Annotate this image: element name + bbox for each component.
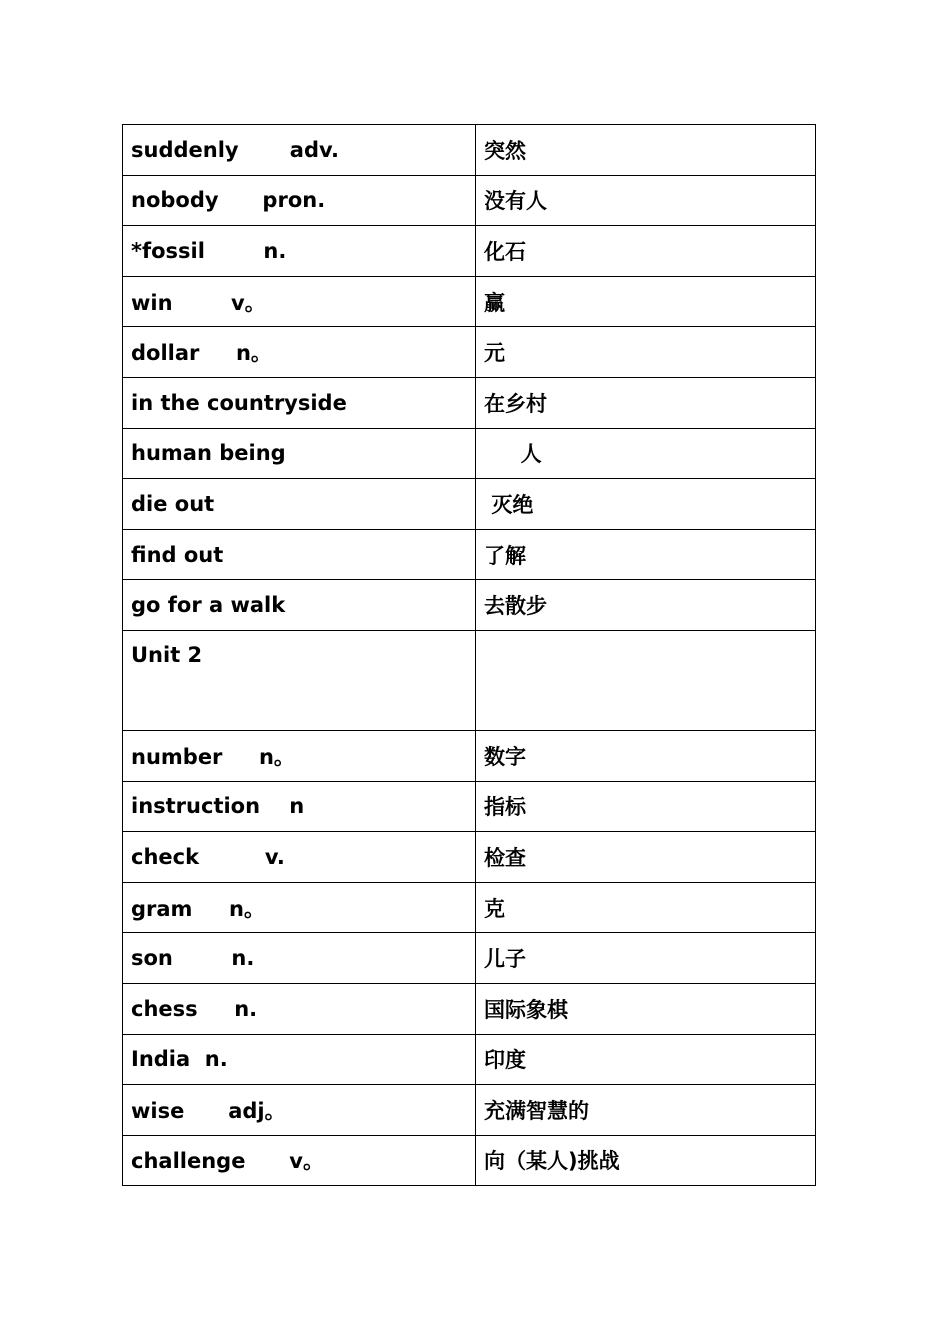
chinese-meaning: 赢 <box>476 276 816 327</box>
table-row <box>123 730 816 781</box>
english-term: win v。 <box>123 276 476 327</box>
chinese-meaning: 元 <box>476 327 816 378</box>
english-term: nobody pron. <box>123 175 476 226</box>
english-term: in the countryside <box>123 377 476 428</box>
chinese-meaning: 人 <box>476 428 816 479</box>
chinese-meaning: 没有人 <box>476 175 816 226</box>
english-term: die out <box>123 479 476 530</box>
table-row <box>123 428 816 479</box>
chinese-meaning: 儿子 <box>476 933 816 984</box>
english-term: wise adj。 <box>123 1085 476 1136</box>
unit-heading-row <box>123 630 816 730</box>
chinese-meaning: 灭绝 <box>476 479 816 530</box>
table-row <box>123 1085 816 1136</box>
table-row <box>123 1034 816 1085</box>
english-term: go for a walk <box>123 580 476 631</box>
table-row <box>123 276 816 327</box>
chinese-meaning: 指标 <box>476 781 816 832</box>
english-term: *fossil n. <box>123 226 476 277</box>
table-row <box>123 125 816 176</box>
english-term: human being <box>123 428 476 479</box>
unit-heading: Unit 2 <box>123 630 476 730</box>
table-row <box>123 933 816 984</box>
english-term: number n。 <box>123 730 476 781</box>
chinese-meaning: 去散步 <box>476 580 816 631</box>
english-term: check v. <box>123 832 476 883</box>
empty-cell <box>476 630 816 730</box>
table-row <box>123 983 816 1034</box>
chinese-meaning: 印度 <box>476 1034 816 1085</box>
table-row <box>123 226 816 277</box>
vocabulary-table <box>122 124 816 1186</box>
table-row <box>123 175 816 226</box>
english-term: suddenly adv. <box>123 125 476 176</box>
table-row <box>123 327 816 378</box>
english-term: son n. <box>123 933 476 984</box>
chinese-meaning: 向（某人)挑战 <box>476 1135 816 1186</box>
chinese-meaning: 充满智慧的 <box>476 1085 816 1136</box>
english-term: chess n. <box>123 983 476 1034</box>
chinese-meaning: 检查 <box>476 832 816 883</box>
english-term: find out <box>123 529 476 580</box>
english-term: gram n。 <box>123 882 476 933</box>
english-term: instruction n <box>123 781 476 832</box>
chinese-meaning: 化石 <box>476 226 816 277</box>
chinese-meaning: 突然 <box>476 125 816 176</box>
table-row <box>123 377 816 428</box>
table-row <box>123 479 816 530</box>
chinese-meaning: 克 <box>476 882 816 933</box>
table-row <box>123 529 816 580</box>
table-row <box>123 1135 816 1186</box>
english-term: India n. <box>123 1034 476 1085</box>
chinese-meaning: 了解 <box>476 529 816 580</box>
chinese-meaning: 数字 <box>476 730 816 781</box>
table-row <box>123 781 816 832</box>
chinese-meaning: 在乡村 <box>476 377 816 428</box>
table-row <box>123 832 816 883</box>
english-term: challenge v。 <box>123 1135 476 1186</box>
table-row <box>123 882 816 933</box>
chinese-meaning: 国际象棋 <box>476 983 816 1034</box>
table-row <box>123 580 816 631</box>
english-term: dollar n。 <box>123 327 476 378</box>
